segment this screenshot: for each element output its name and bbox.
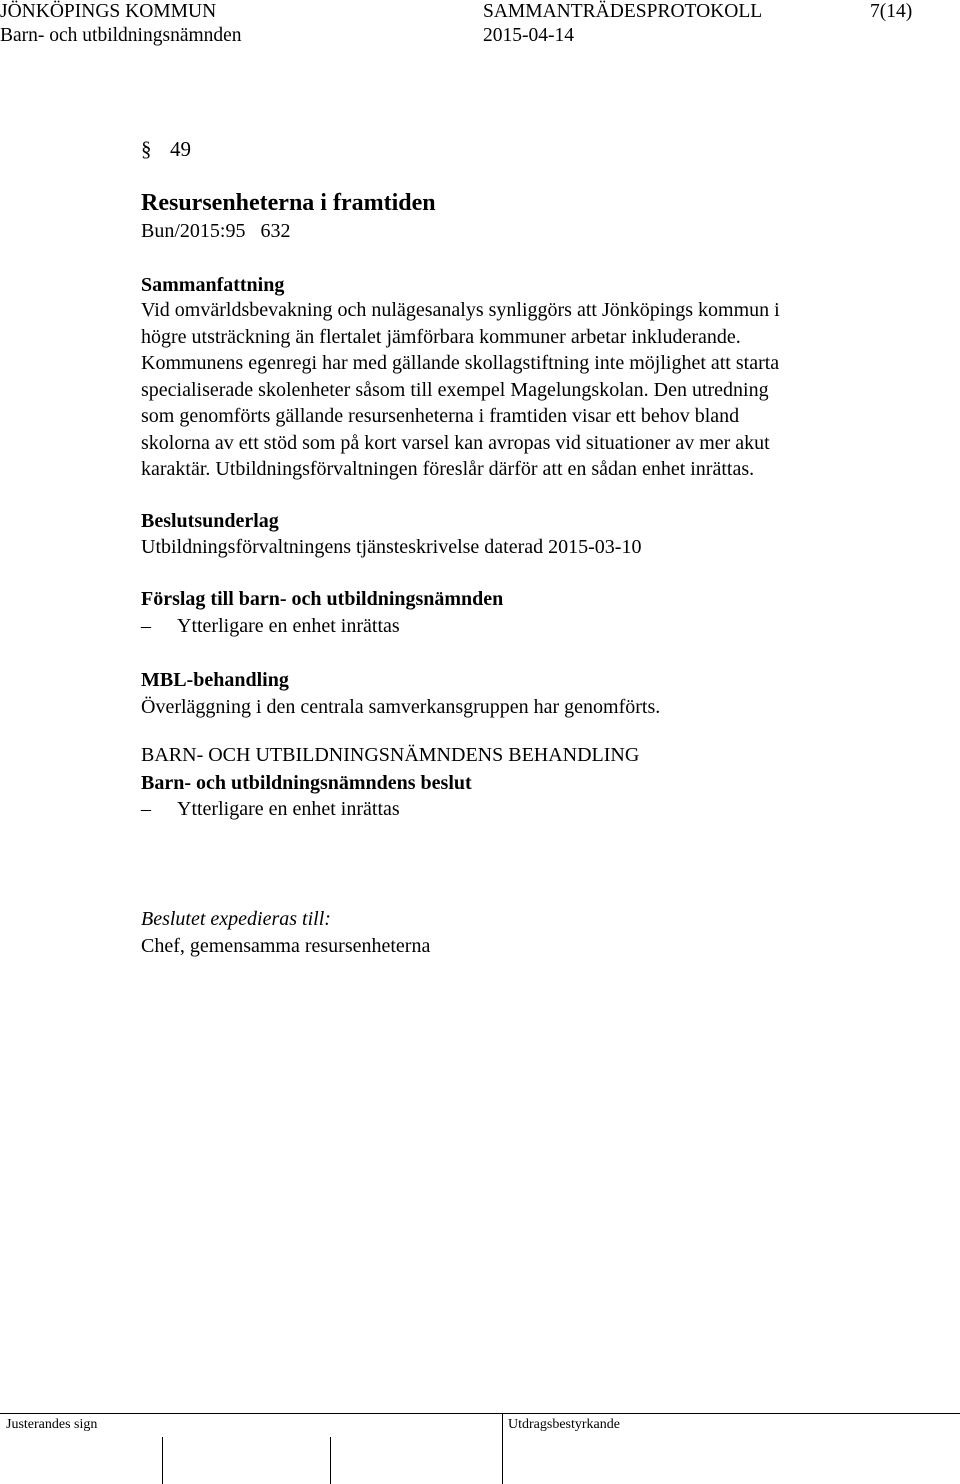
summary-line: skolorna av ett stöd som på kort varsel kan avropas vid situationer av mer akut [141,431,770,454]
mbl-heading: MBL-behandling [141,669,289,691]
decision-heading: Barn- och utbildningsnämndens beslut [141,772,472,794]
summary-heading: Sammanfattning [141,274,285,296]
header-page-number: 7(14) [870,1,913,22]
proposal-list-item [141,614,400,638]
footer-certification-label: Utdragsbestyrkande [508,1417,620,1432]
dash-bullet: – [141,615,151,637]
summary-line: Kommunens egenregi har med gällande skollagstiftning inte möjlighet att starta [141,352,780,374]
page-title: Resursenheterna i framtiden [141,190,436,216]
proposal-item-text: Ytterligare en enhet inrättas [177,615,400,637]
signature-box-divider [330,1437,331,1484]
summary-line: som genomförts gällande resursenheterna i framtiden visar ett behov bland [141,405,740,427]
footer-divider [0,1413,960,1414]
dispatch-heading: Beslutet expedieras till: [141,908,331,930]
summary-line: högre utsträckning än flertalet jämförbara kommuner arbetar inkluderande. [141,325,741,348]
section-symbol: § [141,137,152,161]
header-date: 2015-04-14 [483,25,574,46]
section-number-value: 49 [170,137,191,161]
mbl-text: Överläggning i den centrala samverkansgruppen har genomförts. [141,696,661,718]
signature-box-divider [162,1437,163,1484]
dash-bullet: – [141,798,151,820]
treatment-heading: BARN- OCH UTBILDNINGSNÄMNDENS BEHANDLING [141,744,640,766]
basis-text: Utbildningsförvaltningens tjänsteskrivelse daterad 2015-03-10 [141,536,642,558]
section-number [141,137,191,161]
dispatch-recipient: Chef, gemensamma resursenheterna [141,935,431,957]
decision-list-item [141,797,400,821]
header-doc-type: SAMMANTRÄDESPROTOKOLL [483,1,763,22]
summary-line: Vid omvärldsbevakning och nulägesanalys synliggörs att Jönköpings kommun i [141,299,780,321]
basis-heading: Beslutsunderlag [141,510,279,532]
proposal-heading: Förslag till barn- och utbildningsnämnden [141,588,504,610]
header-committee: Barn- och utbildningsnämnden [0,25,242,46]
summary-text [141,297,881,483]
signature-box-divider [502,1413,503,1484]
summary-line: karaktär. Utbildningsförvaltningen föreslår därför att en sådan enhet inrättas. [141,458,755,480]
case-reference: Bun/2015:95 632 [141,220,291,242]
header-org: JÖNKÖPINGS KOMMUN [0,1,217,22]
summary-line: specialiserade skolenheter såsom till exempel Magelungskolan. Den utredning [141,378,769,401]
decision-item-text: Ytterligare en enhet inrättas [177,798,400,820]
footer-signature-label: Justerandes sign [6,1417,98,1432]
